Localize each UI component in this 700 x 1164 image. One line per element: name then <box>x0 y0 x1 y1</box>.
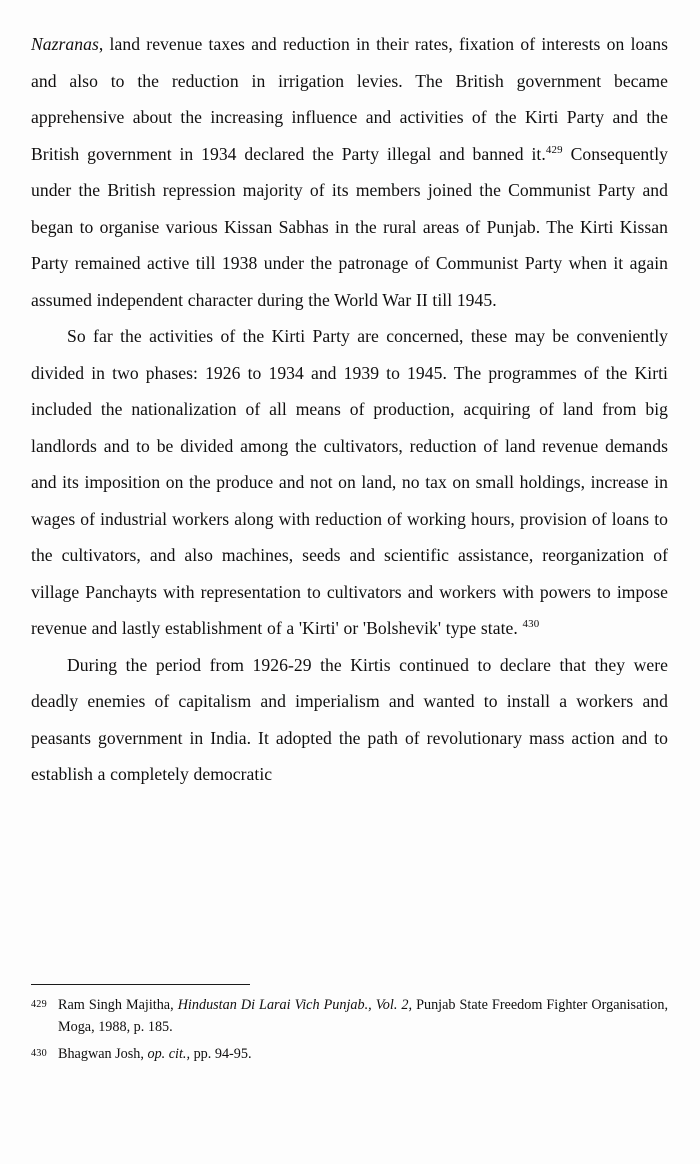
footnote-reference-429[interactable]: 429 <box>545 143 563 156</box>
paragraph-3-text-a: During the period from 1926-29 the Kirtis continued to declare that they were deadly enemies of capitalism and imperialism and wanted to install a workers and peasants government in India. It adopted the path of revolutionary mass action and to establish a completely democratic <box>31 654 668 784</box>
footnote-reference-430[interactable]: 430 <box>522 618 540 631</box>
footnote-430-italic-title: op. cit., <box>147 1046 191 1062</box>
footnote-429-after-italic: Punjab State Freedom Fighter Organisation, Moga, 1988, p. 185. <box>58 997 668 1035</box>
footnote-429-italic-title: Hindustan Di Larai Vich Punjab., Vol. 2, <box>177 997 413 1013</box>
paragraph-1-text-b: Consequently under the British repression majority of its members joined the Communist Party and began to organise various Kissan Sabhas in the rural areas of Punjab. The Kirti Kissan Party remained active till 1938 under the patronage of Communist Party when it again assumed independent character during the World War II till 1945. <box>31 143 668 310</box>
paragraph-1 <box>31 26 668 318</box>
footnote-block <box>31 984 668 1066</box>
body-text-block <box>31 26 668 793</box>
footnote-430-before-italic: Bhagwan Josh, <box>58 1046 148 1062</box>
italic-term-nazranas: Nazranas <box>31 34 99 54</box>
paragraph-3 <box>31 647 668 793</box>
footnote-number-429: 429 <box>31 999 47 1010</box>
footnote-text-430 <box>58 1044 668 1066</box>
footnote-number-430: 430 <box>31 1048 47 1059</box>
footnote-430-after-italic: pp. 94-95. <box>190 1046 252 1062</box>
paragraph-1-text-a: , land revenue taxes and reduction in their rates, fixation of interests on loans and also to the reduction in irrigation levies. The British government became apprehensive about the increasing influence and activities of the Kirti Party and the British government in 1934 declared the Party illegal and banned it. <box>31 34 668 164</box>
footnote-separator-rule <box>31 984 250 985</box>
footnote-entry-430 <box>31 1044 668 1066</box>
footnote-entry-429 <box>31 995 668 1038</box>
footnote-text-429 <box>58 995 668 1038</box>
paragraph-2 <box>31 318 668 647</box>
paragraph-2-text-a: So far the activities of the Kirti Party are concerned, these may be conveniently divided in two phases: 1926 to 1934 and 1939 to 1945. The programmes of the Kirti included the nationalization of all means of production, acquiring of land from big landlords and to be divided among the cultivators, reduction of land revenue demands and its imposition on the produce and not on land, no tax on small holdings, increase in wages of industrial workers along with reduction of working hours, provision of loans to the cultivators, and also machines, seeds and scientific assistance, reorganization of village Panchayts with representation to cultivators and workers with powers to impose revenue and lastly establishment of a 'Kirti' or 'Bolshevik' type state. <box>31 326 668 638</box>
footnote-429-before-italic: Ram Singh Majitha, <box>58 997 178 1013</box>
